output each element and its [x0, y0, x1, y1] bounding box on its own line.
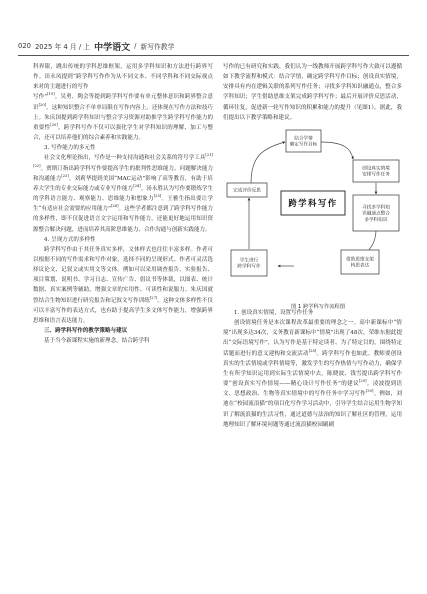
- center-label: 跨学科写作: [288, 197, 338, 208]
- paragraph: 写作”[19]。吴勇、陶会等提到跨学科写作要有单元整体意识和跨界整合意识[20]。这种知识整合不单单局限在写作内容上，还体现在写作方法和技巧上。朱庆国提到跨学科知识与整合学习资源对助推学生跨学科写作能力的重要性[20]。跨学科写作不仅可以强化学生对学科知识的理解、加工与整合，还可以培养他们的综合素养和实践能力。: [33, 92, 213, 142]
- issue-date: 2025 年 4 月 / 上: [34, 43, 91, 51]
- paragraph: 科界限，跳出传统的学科思维框架，运用多学科知识和方法进行跨界写作。田永凤提到“跨学科写作作为从不同文本、不同学科和不同交际视点来对的主题进行的写作: [33, 64, 213, 91]
- section-heading: 三、跨学科写作的教学策略与建议: [44, 328, 128, 335]
- subsection-heading: 1. 创设真实情境，设置写作任务: [234, 309, 314, 316]
- right-column-text-bottom: [223, 308, 402, 430]
- paragraph: 写作的已有研究和实践，我们认为一线教师开展跨学科写作大致可以遵循如下教学流程和模式：结合学情，确定跨学科写作目标；创设真实情境，安排具有内在逻辑关联的系列写作任务；寻找多学科知识融通点，整合多学科知识；学生借助思维支架完成跨学科写作；最后开展评价反思活动，循环往复，促进新一轮写作知识的积累和能力的提升（见图1）。据此，我们提出以下教学策略和建议。: [223, 64, 402, 121]
- paragraph: 社会文化理论指出，写作是一种支持沟通和社会关系的符号学工具[21][22]。贾斯汀指出跨学科写作要提高学生的批判性思维能力、问题解决能力和沟通能力[23]。刘莉华提到美国“MAC运动”影响了高等教育，有助于培养大学生的专业交际能力或专业写作能力[24]。汤永胜认为写作要锻炼学生的学科语言能力、观察能力、思维能力和想象力[25]。王雅生指出要让学生“有适应社会需要的应用能力”[26]。这些学者都注意到了跨学科写作能力的多样性，即不仅促进语言文字运用和写作能力，还能更好地运用知识资源整合解决问题，进而培养其高阶思维能力、合作沟通与创新实践能力。: [33, 153, 214, 233]
- subsection-heading: 4. 呈现方式的多样性: [44, 236, 96, 243]
- flow-node-label: 借助思维支架构思表达: [346, 257, 374, 269]
- right-column: [223, 62, 402, 430]
- right-column-text-top: [223, 62, 402, 123]
- flow-node-label: 创设真实情境安排写作任务: [362, 166, 390, 178]
- figure-caption: 图 1 跨学科写作流程图: [291, 303, 345, 310]
- flowchart-figure: [223, 126, 402, 308]
- flow-node-label: 学生进行跨学科写作: [237, 258, 261, 270]
- paragraph: 创设情境任务是本次课程改革最重要的理念之一。高中新课标中“情境”出现多达34次，义务教育新课标中“情境”出现了48次。荣维东据此提出“交际语境写作”，认为写作是基于特定读者、为了特定目的，围绕特定话题而进行的意义建构和交流活动[28]。跨学科写作也如此。教师要创设真实的生活情境或学科情境等，激发学生的写作热情与写作动力，确保学生有所学知识运用到实际生活情境中去。陈晓波、钱雪提出跨学科写作要“创设真实写作情境——精心设计写作任务”的建议[29]。凌波提到语文、思想政治、生物等真实情境中的写作任务中学习写作[30]。例如，刘迪在“校园流浪猫”的项目化写作学习活动中，引导学生结合运用生物学知识了解流浪猫的生活习性，通过道德与法治的知识了解社区的管理，运用地理知识了解环境问题等通过流浪猫校园刷刷: [223, 320, 402, 428]
- page-number: 020: [18, 42, 31, 50]
- column-name: 新写作教学: [140, 43, 175, 51]
- left-column: [33, 62, 213, 346]
- running-header: [18, 38, 409, 54]
- header-rule: [18, 55, 409, 56]
- flowchart-svg: [223, 126, 402, 300]
- flow-node-label: 完成评价反思: [233, 188, 261, 194]
- paragraph: 基于当今新课程实施的新理念，结合跨学科: [44, 338, 150, 345]
- header-separator: /: [134, 42, 137, 50]
- paragraph: 跨学科写作由于其任务真实多样，文体样式也往往丰富多样。作者可以根据不同的写作需求和写作对象，选择不同的呈现形式。作者可灵活选择议论文、记叙文或实用文等文体。例如可以采用调查报告、实验报告、项目策划、说明书、学习日志、宣传广告、倡议书等体裁，以图表、统计数据、真实案例等辅助，增强文章的实用性、可读性和说服力。朱庆国就曾结合生物知识进行研究报告和记叙文写作训练[27]。这种文体多样性不仅可以丰富写作的表达方式，也有助于提高学生多文体写作能力，增强跨界思维和语言表达能力。: [33, 246, 213, 324]
- flow-node-label: 结合学情确定写作目标: [289, 136, 318, 148]
- subsection-heading: 3. 写作能力的多元性: [44, 145, 96, 152]
- flow-node-label: 寻找多学科知识融通点整合多学科知识: [362, 205, 390, 223]
- journal-logo: 中学语文: [94, 42, 131, 53]
